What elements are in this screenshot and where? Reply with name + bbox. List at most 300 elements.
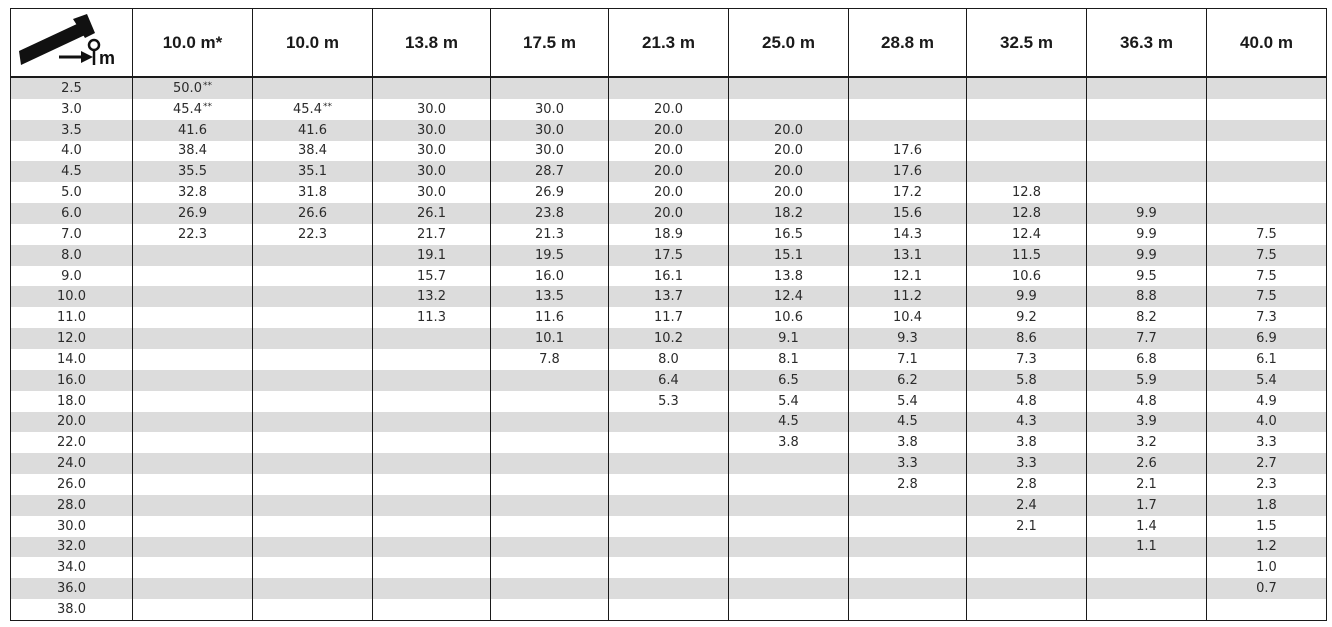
capacity-value: 7.3 [1256, 310, 1277, 326]
capacity-value: 18.9 [654, 226, 683, 242]
table-row [11, 266, 1327, 287]
capacity-value: 30.0 [417, 164, 446, 180]
capacity-cell [253, 203, 373, 224]
capacity-cell [133, 77, 253, 99]
capacity-value: 30.0 [417, 185, 446, 201]
radius-cell: 28.0 [11, 495, 133, 516]
capacity-value: 10.6 [774, 310, 803, 326]
capacity-cell [609, 161, 729, 182]
capacity-cell [1087, 141, 1207, 162]
capacity-value: 5.3 [658, 393, 679, 409]
capacity-value: 13.1 [893, 247, 922, 263]
capacity-cell [253, 432, 373, 453]
capacity-value: 7.3 [1016, 351, 1037, 367]
capacity-cell [967, 412, 1087, 433]
capacity-cell [373, 99, 491, 120]
capacity-value: 2.8 [897, 476, 918, 492]
capacity-value: 4.5 [897, 414, 918, 430]
capacity-cell [1207, 99, 1327, 120]
column-header: 21.3 m [609, 9, 729, 78]
column-header: 17.5 m [491, 9, 609, 78]
capacity-cell [133, 203, 253, 224]
capacity-cell [1087, 370, 1207, 391]
capacity-value: 9.1 [778, 331, 799, 347]
capacity-cell [1207, 578, 1327, 599]
table-row [11, 537, 1327, 558]
capacity-value: 12.4 [774, 289, 803, 305]
table-row [11, 224, 1327, 245]
capacity-cell [491, 516, 609, 537]
capacity-cell [967, 99, 1087, 120]
radius-cell: 36.0 [11, 578, 133, 599]
capacity-cell [849, 516, 967, 537]
capacity-cell [729, 245, 849, 266]
capacity-value: 20.0 [774, 185, 803, 201]
capacity-cell [373, 578, 491, 599]
capacity-cell [1207, 203, 1327, 224]
radius-cell: 12.0 [11, 328, 133, 349]
capacity-cell [967, 453, 1087, 474]
table-row [11, 432, 1327, 453]
capacity-cell [849, 266, 967, 287]
capacity-value: 5.4 [897, 393, 918, 409]
capacity-cell [849, 370, 967, 391]
capacity-cell [133, 578, 253, 599]
capacity-cell [133, 599, 253, 620]
capacity-cell [849, 182, 967, 203]
capacity-cell [373, 412, 491, 433]
table-row [11, 120, 1327, 141]
capacity-value: 1.7 [1136, 497, 1157, 513]
capacity-cell [1207, 599, 1327, 620]
capacity-cell [491, 161, 609, 182]
capacity-cell [729, 99, 849, 120]
capacity-value: 23.8 [535, 205, 564, 221]
capacity-cell [133, 245, 253, 266]
capacity-cell [967, 266, 1087, 287]
capacity-cell [373, 182, 491, 203]
capacity-cell [1087, 391, 1207, 412]
capacity-cell [373, 516, 491, 537]
table-row [11, 599, 1327, 620]
capacity-value: 20.0 [654, 143, 683, 159]
capacity-value: 3.3 [1016, 456, 1037, 472]
capacity-cell [967, 77, 1087, 99]
capacity-value: 5.9 [1136, 372, 1157, 388]
capacity-cell [1087, 578, 1207, 599]
capacity-cell [373, 537, 491, 558]
capacity-cell [373, 328, 491, 349]
capacity-cell [133, 266, 253, 287]
capacity-cell [1207, 537, 1327, 558]
capacity-cell [133, 537, 253, 558]
capacity-cell [491, 77, 609, 99]
capacity-cell [253, 516, 373, 537]
radius-cell: 3.5 [11, 120, 133, 141]
capacity-cell [849, 495, 967, 516]
capacity-cell [1207, 370, 1327, 391]
capacity-value: 9.5 [1136, 268, 1157, 284]
capacity-cell [373, 432, 491, 453]
radius-cell: 9.0 [11, 266, 133, 287]
capacity-cell [133, 349, 253, 370]
capacity-cell [729, 77, 849, 99]
capacity-cell [609, 245, 729, 266]
capacity-cell [1207, 495, 1327, 516]
capacity-cell [491, 328, 609, 349]
capacity-cell [609, 474, 729, 495]
capacity-value: 7.5 [1256, 289, 1277, 305]
capacity-cell [849, 599, 967, 620]
capacity-value: 4.0 [1256, 414, 1277, 430]
capacity-cell [967, 286, 1087, 307]
capacity-cell [609, 307, 729, 328]
capacity-cell [1207, 557, 1327, 578]
capacity-cell [849, 391, 967, 412]
capacity-cell [1087, 328, 1207, 349]
capacity-cell [491, 474, 609, 495]
table-row [11, 516, 1327, 537]
footnote-mark: ** [322, 101, 332, 112]
capacity-cell [1087, 349, 1207, 370]
capacity-value: 17.6 [893, 164, 922, 180]
capacity-cell [849, 120, 967, 141]
radius-cell: 5.0 [11, 182, 133, 203]
capacity-cell [1087, 203, 1207, 224]
capacity-cell [253, 224, 373, 245]
capacity-value: 2.8 [1016, 476, 1037, 492]
capacity-cell [253, 557, 373, 578]
capacity-cell [253, 412, 373, 433]
capacity-cell [491, 266, 609, 287]
capacity-cell [253, 349, 373, 370]
radius-cell: 8.0 [11, 245, 133, 266]
capacity-cell [491, 537, 609, 558]
capacity-cell [253, 120, 373, 141]
capacity-cell [1087, 224, 1207, 245]
capacity-value: 50.0 [173, 80, 202, 96]
capacity-value: 1.0 [1256, 560, 1277, 576]
capacity-cell [967, 224, 1087, 245]
capacity-cell [373, 557, 491, 578]
capacity-cell [729, 474, 849, 495]
capacity-cell [1087, 453, 1207, 474]
capacity-value: 2.7 [1256, 456, 1277, 472]
capacity-cell [1087, 286, 1207, 307]
capacity-value: 1.4 [1136, 518, 1157, 534]
capacity-value: 7.5 [1256, 247, 1277, 263]
capacity-cell [609, 557, 729, 578]
capacity-cell [253, 77, 373, 99]
capacity-cell [967, 328, 1087, 349]
capacity-value: 21.3 [535, 226, 564, 242]
capacity-value: 22.3 [178, 226, 207, 242]
capacity-value: 17.6 [893, 143, 922, 159]
capacity-cell [609, 516, 729, 537]
radius-cell: 4.5 [11, 161, 133, 182]
capacity-value: 1.1 [1136, 539, 1157, 555]
capacity-cell [849, 203, 967, 224]
capacity-value: 2.3 [1256, 476, 1277, 492]
capacity-cell [849, 557, 967, 578]
capacity-cell [729, 182, 849, 203]
capacity-value: 12.8 [1012, 205, 1041, 221]
capacity-value: 45.4 [173, 101, 202, 117]
capacity-value: 2.1 [1136, 476, 1157, 492]
capacity-value: 32.8 [178, 185, 207, 201]
capacity-value: 20.0 [774, 164, 803, 180]
capacity-cell [849, 349, 967, 370]
capacity-cell [1207, 474, 1327, 495]
capacity-value: 6.9 [1256, 331, 1277, 347]
capacity-cell [1207, 349, 1327, 370]
capacity-cell [373, 599, 491, 620]
capacity-cell [609, 266, 729, 287]
capacity-value: 8.6 [1016, 331, 1037, 347]
capacity-cell [967, 537, 1087, 558]
column-header: 10.0 m [253, 9, 373, 78]
capacity-cell [253, 307, 373, 328]
capacity-value: 20.0 [654, 101, 683, 117]
capacity-cell [609, 328, 729, 349]
capacity-cell [491, 349, 609, 370]
capacity-value: 41.6 [178, 122, 207, 138]
table-row [11, 578, 1327, 599]
capacity-cell [1087, 182, 1207, 203]
capacity-value: 20.0 [654, 205, 683, 221]
capacity-cell [609, 537, 729, 558]
radius-cell: 20.0 [11, 412, 133, 433]
table-body [11, 77, 1327, 620]
capacity-value: 20.0 [654, 122, 683, 138]
radius-cell: 14.0 [11, 349, 133, 370]
capacity-cell [373, 495, 491, 516]
capacity-value: 20.0 [654, 185, 683, 201]
radius-cell: 34.0 [11, 557, 133, 578]
capacity-cell [849, 578, 967, 599]
capacity-cell [373, 266, 491, 287]
radius-cell: 38.0 [11, 599, 133, 620]
radius-cell: 7.0 [11, 224, 133, 245]
capacity-cell [729, 328, 849, 349]
capacity-value: 3.3 [1256, 435, 1277, 451]
capacity-cell [373, 245, 491, 266]
capacity-value: 3.8 [897, 435, 918, 451]
capacity-value: 4.8 [1016, 393, 1037, 409]
capacity-value: 8.0 [658, 351, 679, 367]
capacity-value: 2.4 [1016, 497, 1037, 513]
capacity-cell [849, 453, 967, 474]
capacity-cell [373, 453, 491, 474]
capacity-value: 2.6 [1136, 456, 1157, 472]
capacity-cell [491, 307, 609, 328]
capacity-value: 35.5 [178, 164, 207, 180]
capacity-cell [373, 370, 491, 391]
capacity-value: 6.4 [658, 372, 679, 388]
capacity-cell [729, 557, 849, 578]
capacity-value: 41.6 [298, 122, 327, 138]
capacity-cell [609, 391, 729, 412]
radius-cell: 22.0 [11, 432, 133, 453]
capacity-value: 3.8 [778, 435, 799, 451]
capacity-cell [1087, 77, 1207, 99]
capacity-cell [967, 370, 1087, 391]
capacity-cell [133, 453, 253, 474]
capacity-cell [1087, 99, 1207, 120]
capacity-cell [729, 578, 849, 599]
capacity-cell [253, 495, 373, 516]
capacity-value: 16.1 [654, 268, 683, 284]
capacity-cell [609, 182, 729, 203]
capacity-value: 11.6 [535, 310, 564, 326]
capacity-cell [729, 120, 849, 141]
capacity-cell [253, 141, 373, 162]
capacity-cell [609, 453, 729, 474]
capacity-cell [253, 474, 373, 495]
table-row [11, 245, 1327, 266]
capacity-cell [1087, 161, 1207, 182]
boom-radius-icon [13, 9, 131, 71]
capacity-value: 30.0 [417, 101, 446, 117]
capacity-cell [133, 412, 253, 433]
capacity-cell [373, 349, 491, 370]
capacity-value: 13.7 [654, 289, 683, 305]
capacity-cell [1207, 161, 1327, 182]
capacity-cell [609, 578, 729, 599]
capacity-cell [849, 286, 967, 307]
capacity-cell [609, 203, 729, 224]
capacity-value: 12.1 [893, 268, 922, 284]
capacity-cell [1087, 432, 1207, 453]
capacity-cell [133, 141, 253, 162]
capacity-value: 11.7 [654, 310, 683, 326]
table-row [11, 412, 1327, 433]
capacity-value: 7.5 [1256, 268, 1277, 284]
capacity-cell [373, 203, 491, 224]
capacity-cell [133, 474, 253, 495]
capacity-cell [729, 516, 849, 537]
capacity-value: 10.2 [654, 331, 683, 347]
table-row [11, 141, 1327, 162]
table-row [11, 99, 1327, 120]
capacity-cell [609, 412, 729, 433]
capacity-value: 9.9 [1016, 289, 1037, 305]
capacity-value: 10.4 [893, 310, 922, 326]
capacity-cell [967, 557, 1087, 578]
capacity-cell [609, 77, 729, 99]
table-row [11, 328, 1327, 349]
capacity-cell [1087, 120, 1207, 141]
column-header: 10.0 m* [133, 9, 253, 78]
capacity-cell [1087, 474, 1207, 495]
capacity-cell [849, 328, 967, 349]
radius-cell: 11.0 [11, 307, 133, 328]
capacity-cell [491, 203, 609, 224]
capacity-cell [729, 203, 849, 224]
capacity-value: 10.1 [535, 331, 564, 347]
footnote-mark: ** [202, 80, 212, 91]
capacity-cell [133, 307, 253, 328]
capacity-cell [1207, 432, 1327, 453]
capacity-value: 7.7 [1136, 331, 1157, 347]
capacity-cell [491, 412, 609, 433]
capacity-cell [373, 120, 491, 141]
capacity-cell [491, 182, 609, 203]
capacity-cell [491, 453, 609, 474]
capacity-value: 38.4 [298, 143, 327, 159]
capacity-cell [729, 286, 849, 307]
capacity-cell [491, 99, 609, 120]
capacity-value: 26.9 [535, 185, 564, 201]
table-row [11, 370, 1327, 391]
capacity-value: 13.8 [774, 268, 803, 284]
capacity-cell [729, 495, 849, 516]
capacity-value: 9.9 [1136, 226, 1157, 242]
capacity-cell [373, 77, 491, 99]
capacity-cell [1207, 453, 1327, 474]
capacity-cell [133, 557, 253, 578]
table-row [11, 453, 1327, 474]
capacity-cell [967, 307, 1087, 328]
capacity-value: 16.5 [774, 226, 803, 242]
capacity-cell [253, 599, 373, 620]
capacity-value: 11.3 [417, 310, 446, 326]
capacity-value: 1.2 [1256, 539, 1277, 555]
capacity-cell [133, 286, 253, 307]
radius-cell: 16.0 [11, 370, 133, 391]
capacity-cell [253, 99, 373, 120]
capacity-cell [491, 578, 609, 599]
capacity-value: 4.9 [1256, 393, 1277, 409]
capacity-value: 6.8 [1136, 351, 1157, 367]
capacity-cell [253, 453, 373, 474]
radius-cell: 2.5 [11, 77, 133, 99]
capacity-cell [1207, 286, 1327, 307]
capacity-cell [133, 182, 253, 203]
capacity-cell [253, 266, 373, 287]
capacity-cell [1087, 307, 1207, 328]
capacity-cell [967, 349, 1087, 370]
capacity-cell [849, 412, 967, 433]
table-row [11, 349, 1327, 370]
capacity-value: 14.3 [893, 226, 922, 242]
capacity-value: 11.5 [1012, 247, 1041, 263]
capacity-cell [253, 328, 373, 349]
capacity-cell [729, 599, 849, 620]
capacity-cell [967, 182, 1087, 203]
capacity-value: 21.7 [417, 226, 446, 242]
table-row [11, 182, 1327, 203]
capacity-cell [967, 203, 1087, 224]
capacity-cell [967, 120, 1087, 141]
capacity-value: 15.1 [774, 247, 803, 263]
radius-cell: 32.0 [11, 537, 133, 558]
capacity-cell [491, 224, 609, 245]
capacity-value: 3.2 [1136, 435, 1157, 451]
radius-cell: 30.0 [11, 516, 133, 537]
capacity-cell [729, 412, 849, 433]
capacity-value: 16.0 [535, 268, 564, 284]
capacity-cell [1087, 495, 1207, 516]
column-header: 36.3 m [1087, 9, 1207, 78]
capacity-cell [1207, 141, 1327, 162]
capacity-cell [609, 599, 729, 620]
capacity-cell [1207, 328, 1327, 349]
capacity-cell [729, 349, 849, 370]
capacity-cell [849, 474, 967, 495]
capacity-value: 6.2 [897, 372, 918, 388]
capacity-cell [609, 286, 729, 307]
